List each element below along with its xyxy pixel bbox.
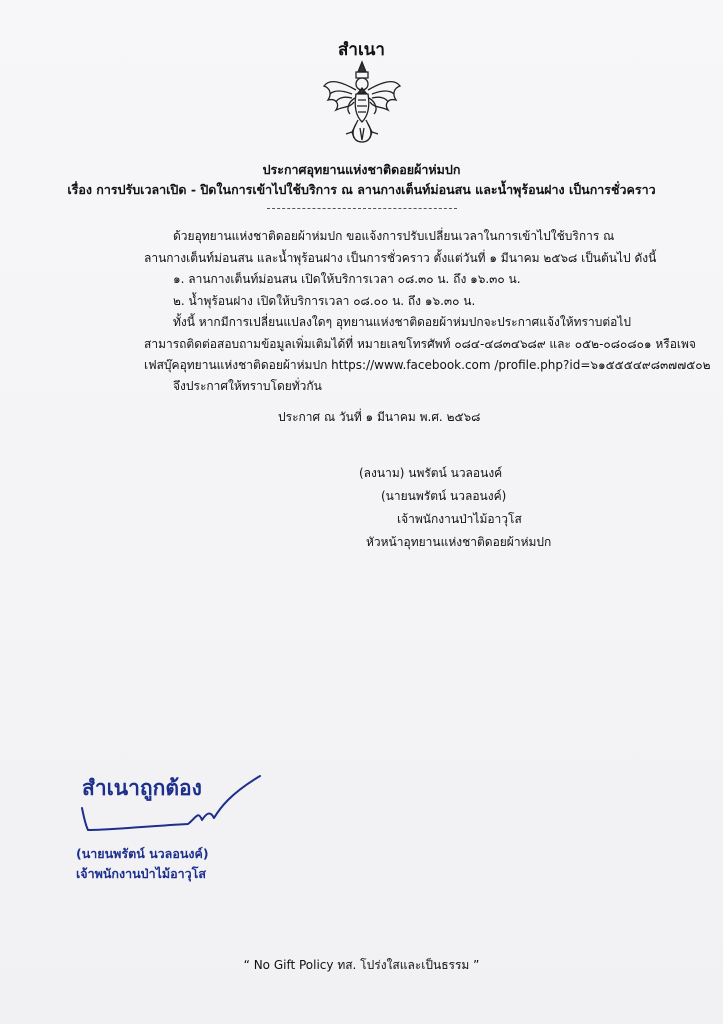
- paragraph2-line1: ทั้งนี้ หากมีการเปลี่ยนแปลงใดๆ อุทยานแห่งชาติดอยผ้าห่มปกจะประกาศแจ้งให้ทราบต่อไป: [173, 315, 631, 329]
- paragraph1-line1: ด้วยอุทยานแห่งชาติดอยผ้าห่มปก ขอแจ้งการปรับเปลี่ยนเวลาในการเข้าไปใช้บริการ ณ: [173, 229, 615, 243]
- copy-mark: สำเนา: [338, 40, 385, 60]
- paragraph1-line2: ลานกางเต็นท์ม่อนสน และน้ำพุร้อนฝาง เป็นการชั่วคราว ตั้งแต่วันที่ ๑ มีนาคม ๒๕๖๘ เป็นต้นไป ดังนี้: [144, 251, 657, 265]
- announcement-title: ประกาศอุทยานแห่งชาติดอยผ้าห่มปก: [262, 162, 461, 177]
- announcement-subject: เรื่อง การปรับเวลาเปิด - ปิดในการเข้าไปใช้บริการ ณ ลานกางเต็นท์ม่อนสน และน้ำพุร้อนฝาง เป็นการชั่วคราว: [67, 182, 656, 197]
- signer-position: เจ้าพนักงานป่าไม้อาวุโส: [397, 512, 522, 526]
- signer-name: (นายนพรัตน์ นวลอนงค์): [381, 489, 507, 503]
- footer-slogan: “ No Gift Policy ทส. โปร่งใสและเป็นธรรม ”: [243, 958, 480, 972]
- title-divider: [267, 208, 457, 209]
- signer-title: หัวหน้าอุทยานแห่งชาติดอยผ้าห่มปก: [366, 535, 552, 549]
- certifier-position: เจ้าพนักงานป่าไม้อาวุโส: [76, 866, 207, 881]
- certified-copy-stamp: สำเนาถูกต้อง: [82, 776, 202, 800]
- schedule-item-1: ๑. ลานกางเต็นท์ม่อนสน เปิดให้บริการเวลา ๐๘.๓๐ น. ถึง ๑๖.๓๐ น.: [173, 272, 521, 286]
- schedule-item-2: ๒. น้ำพุร้อนฝาง เปิดให้บริการเวลา ๐๘.๐๐ น. ถึง ๑๖.๓๐ น.: [173, 294, 476, 308]
- announcement-date: ประกาศ ณ วันที่ ๑ มีนาคม พ.ศ. ๒๕๖๘: [278, 410, 481, 424]
- handwritten-signature: [70, 770, 270, 840]
- paragraph2-line2: สามารถติดต่อสอบถามข้อมูลเพิ่มเติมได้ที่ หมายเลขโทรศัพท์ ๐๘๔-๔๘๓๔๖๘๙ และ ๐๕๒-๐๘๐๘๐๑ หรือเพจ: [144, 337, 696, 351]
- certifier-name: (นายนพรัตน์ นวลอนงค์): [76, 846, 209, 861]
- garuda-emblem: [322, 60, 402, 144]
- signed-line: (ลงนาม) นพรัตน์ นวลอนงค์: [359, 466, 503, 480]
- closing-line: จึงประกาศให้ทราบโดยทั่วกัน: [173, 379, 322, 393]
- paragraph2-line3: เฟสบุ๊คอุทยานแห่งชาติดอยผ้าห่มปก https://www.facebook.com /profile.php?id=๖๑๕๕๕๔๙๘๓๗๗๕๐๒: [144, 358, 711, 372]
